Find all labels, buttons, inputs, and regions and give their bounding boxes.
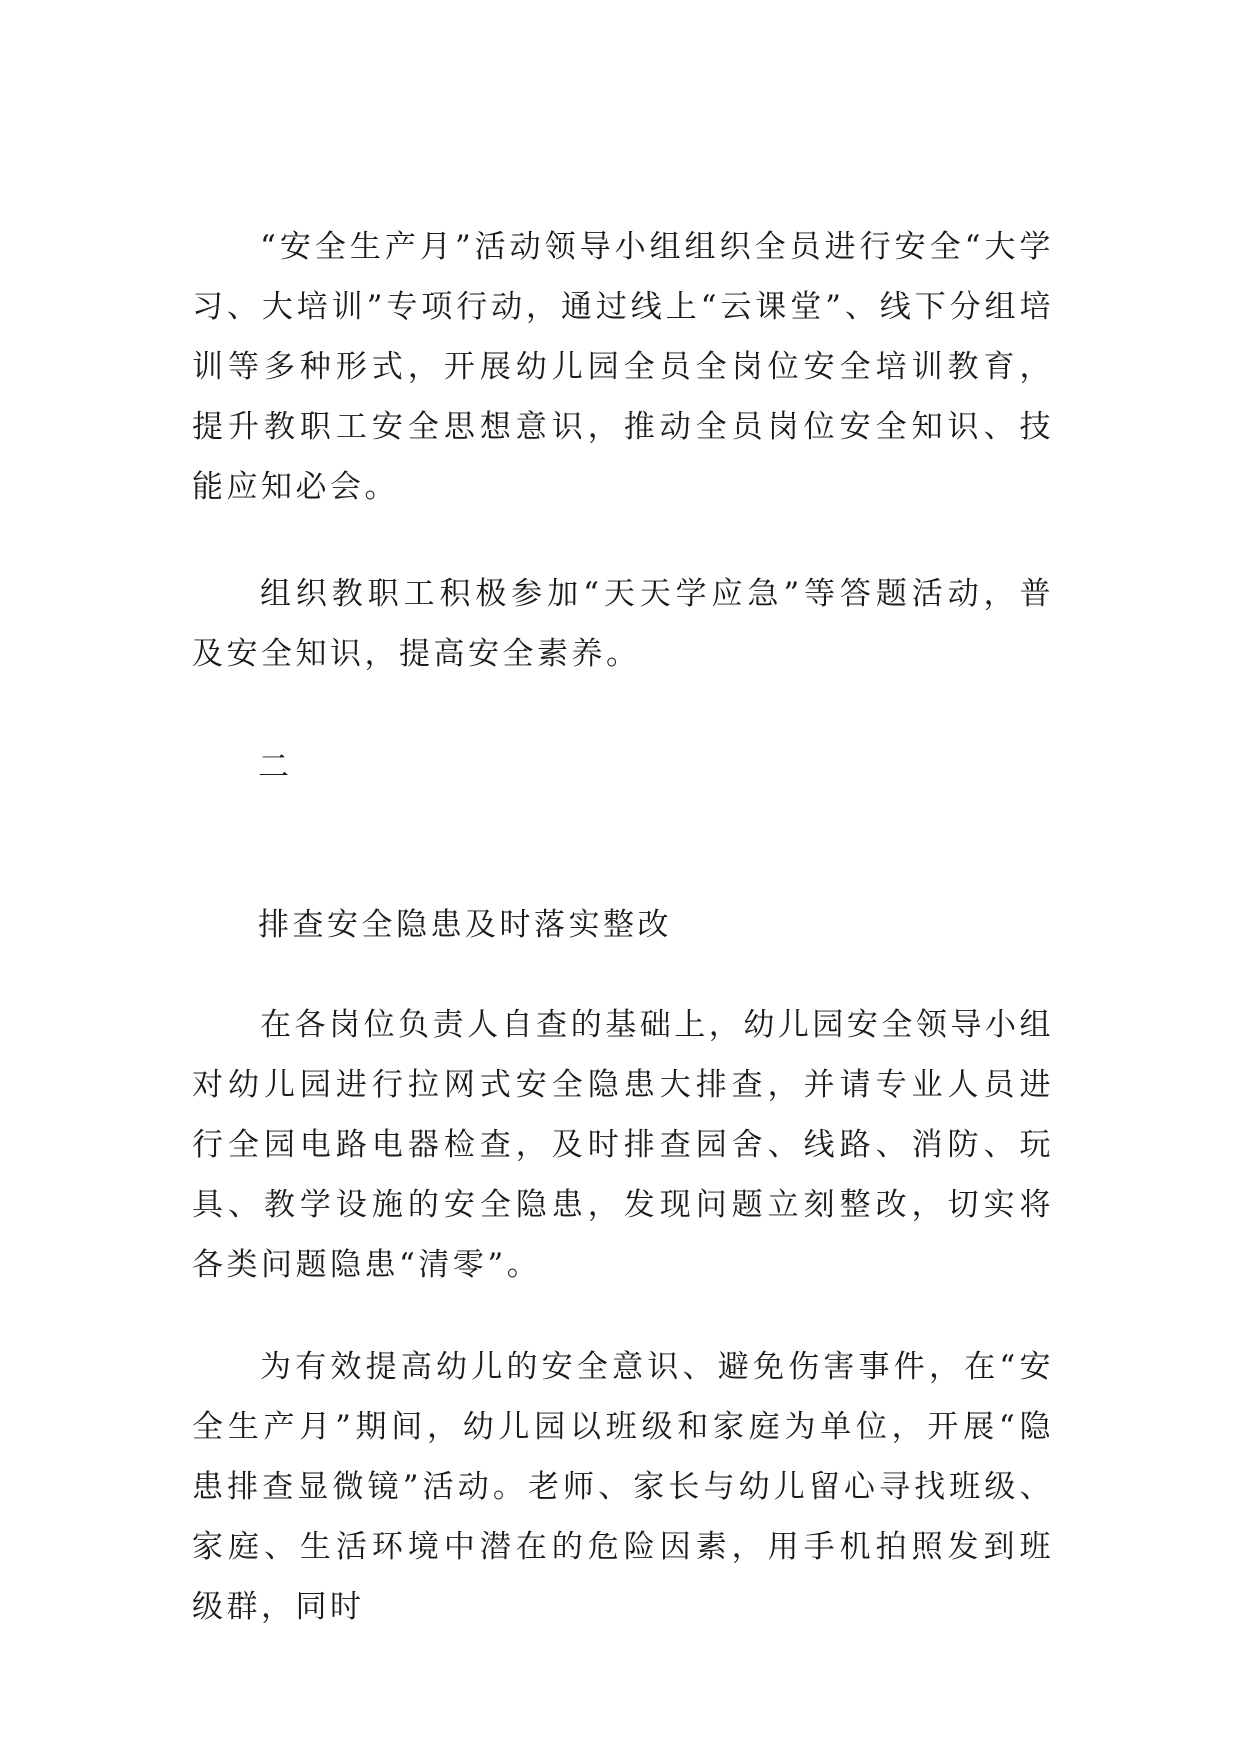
paragraph-quiz-activity: 组织教职工积极参加“天天学应急”等答题活动，普及安全知识，提高安全素养。: [192, 576, 1054, 672]
paragraph-safety-training: “安全生产月”活动领导小组组织全员进行安全“大学习、大培训”专项行动，通过线上“云课堂”、线下分组培训等多种形式，开展幼儿园全员全岗位安全培训教育，提升教职工安全思想意识，推动全员岗位安全知识、技能应知必会。: [192, 229, 1054, 505]
section-title: 排查安全隐患及时落实整改: [258, 907, 672, 943]
paragraph-hazard-inspection: 在各岗位负责人自查的基础上，幼儿园安全领导小组对幼儿园进行拉网式安全隐患大排查，并请专业人员进行全园电路电器检查，及时排查园舍、线路、消防、玩具、教学设施的安全隐患，发现问题立刻整改，切实将各类问题隐患“清零”。: [192, 1007, 1054, 1283]
section-number: 二: [258, 749, 293, 785]
paragraph-hazard-microscope: 为有效提高幼儿的安全意识、避免伤害事件，在“安全生产月”期间，幼儿园以班级和家庭为单位，开展“隐患排查显微镜”活动。老师、家长与幼儿留心寻找班级、家庭、生活环境中潜在的危险因素，用手机拍照发到班级群，同时: [192, 1349, 1054, 1625]
